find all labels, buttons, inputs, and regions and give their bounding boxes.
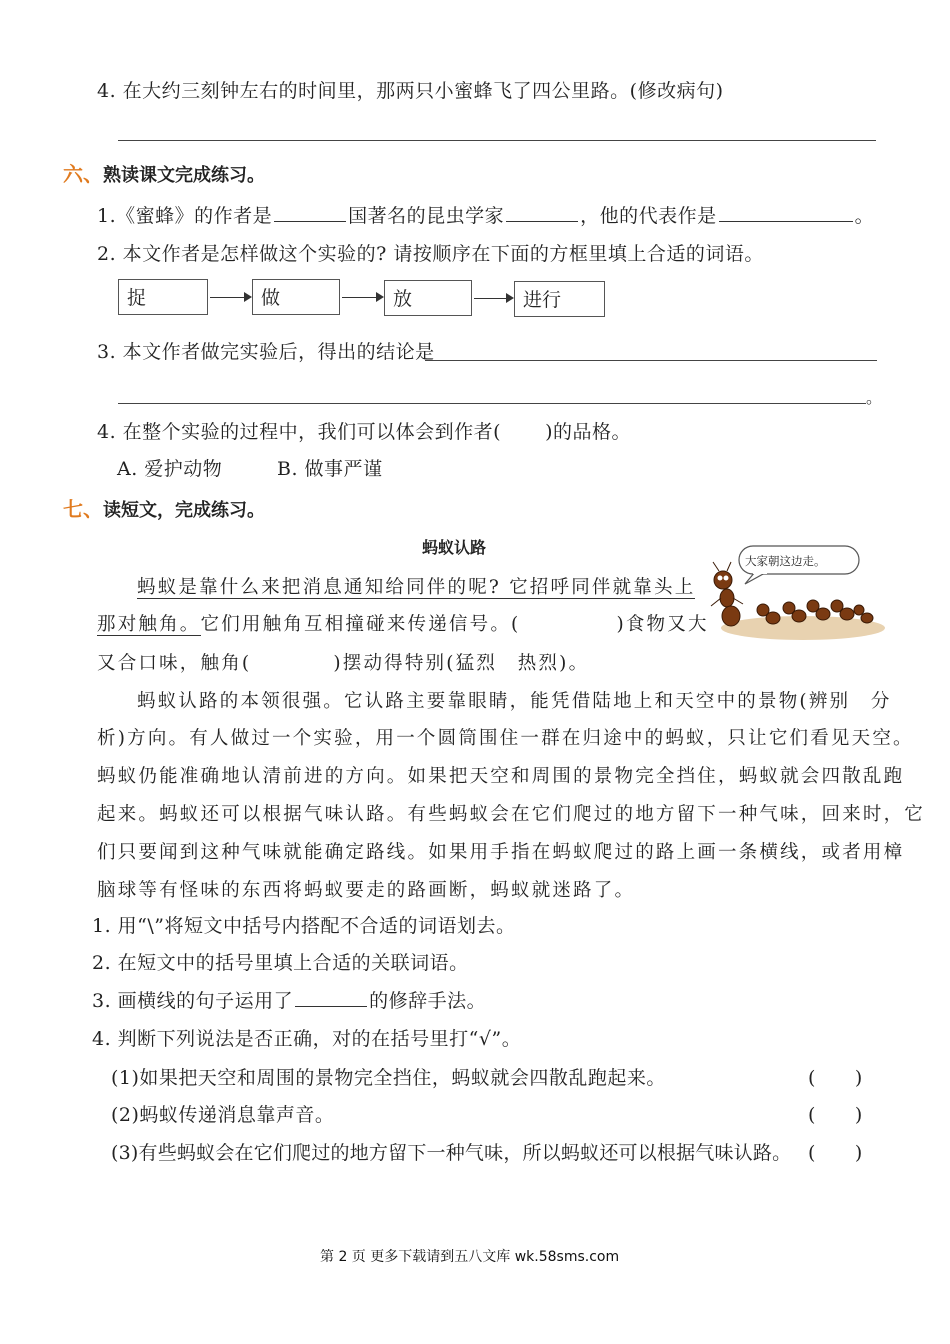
section-title: 熟读课文完成练习。 (103, 165, 265, 186)
blank[interactable] (274, 203, 346, 222)
section-number: 六、 (63, 162, 103, 186)
judge-item-2: (2)蚂蚁传递消息靠声音。 (111, 1104, 335, 1126)
period: 。 (866, 388, 883, 407)
s6-question-1 (97, 201, 874, 228)
blank[interactable] (506, 203, 578, 222)
arrow-icon (474, 298, 512, 299)
question-4-correct-sentence: 4. 在大约三刻钟左右的时间里，那两只小蜜蜂飞了四公里路。(修改病句) (97, 80, 724, 102)
p2-line-6: 脑球等有怪味的东西将蚂蚁要走的路画断，蚂蚁就迷路了。 (97, 880, 636, 901)
q1-text-b: 国著名的昆虫学家 (348, 205, 505, 227)
p1-line-1 (137, 573, 695, 599)
section-7-heading (63, 493, 265, 522)
p1-text: )食物又大 (616, 614, 709, 635)
p2-line-1: 蚂蚁认路的本领很强。它认路主要靠眼睛，能凭借陆地上和天空中的景物(辨别 分 (137, 691, 892, 712)
underlined-sentence: 那对触角。 (97, 614, 201, 635)
s7-question-4: 4. 判断下列说法是否正确，对的在括号里打“√”。 (92, 1028, 522, 1050)
p2-line-4: 起来。蚂蚁还可以根据气味认路。有些蚂蚁会在它们爬过的地方留下一种气味，回来时，它 (97, 804, 926, 825)
judge-bracket-2[interactable]: ( ) (808, 1104, 863, 1126)
q3-text-b: 的修辞手法。 (369, 990, 487, 1012)
q1-text-d: 。 (854, 205, 875, 227)
ants-illustration (693, 540, 885, 642)
q3-text-a: 3. 画横线的句子运用了 (92, 990, 294, 1012)
q4-text-b: )的品格。 (545, 421, 632, 443)
page-footer: 第 2 页 更多下载请到五八文库 wk.58sms.com (320, 1249, 620, 1265)
p1-line-2 (97, 610, 709, 636)
s7-question-2: 2. 在短文中的括号里填上合适的关联词语。 (92, 952, 469, 974)
option-a: A. 爱护动物 (117, 458, 223, 480)
p2-line-3: 蚂蚁仍能准确地认清前进的方向。如果把天空和周围的景物完全挡住，蚂蚁就会四散乱跑 (97, 766, 905, 787)
s7-question-3 (92, 986, 486, 1013)
s6-question-4 (97, 417, 631, 444)
option-b: B. 做事严谨 (277, 458, 383, 480)
article-title: 蚂蚁认路 (422, 538, 487, 557)
p2-line-2: 析)方向。有人做过一个实验，用一个圆筒围住一群在归途中的蚂蚁，只让它们看见天空。 (97, 728, 914, 749)
blank[interactable] (295, 988, 367, 1007)
section-6-heading (63, 158, 265, 187)
speech-bubble: 大家朝这边走。 (745, 554, 826, 568)
judge-bracket-3[interactable]: ( ) (808, 1142, 863, 1164)
p1-text: )摆动得特别(猛烈 热烈)。 (333, 653, 590, 674)
s7-question-1: 1. 用“\”将短文中括号内搭配不合适的词语划去。 (92, 915, 516, 937)
flow-box-do[interactable]: 做 (252, 279, 340, 315)
s6-question-3: 3. 本文作者做完实验后，得出的结论是 (97, 341, 435, 363)
p1-text: 它们用触角互相撞碰来传递信号。( (200, 614, 521, 635)
underlined-sentence: 蚂蚁是靠什么来把消息通知给同伴的呢? 它招呼同伴就靠头上 (137, 577, 696, 598)
judge-item-3: (3)有些蚂蚁会在它们爬过的地方留下一种气味，所以蚂蚁还可以根据气味认路。 (111, 1142, 792, 1164)
judge-item-1: (1)如果把天空和周围的景物完全挡住，蚂蚁就会四散乱跑起来。 (111, 1067, 666, 1089)
answer-line[interactable] (118, 403, 866, 404)
p1-line-3 (97, 649, 589, 675)
flow-box-conduct[interactable]: 进行 (514, 281, 605, 317)
q1-text-c: ，他的代表作是 (580, 205, 717, 227)
blank[interactable] (719, 203, 853, 222)
p1-text: 又合口味，触角( (97, 653, 252, 674)
answer-line (118, 140, 876, 141)
arrow-icon (210, 297, 250, 298)
answer-line[interactable] (425, 360, 877, 361)
s6-question-2: 2. 本文作者是怎样做这个实验的? 请按顺序在下面的方框里填上合适的词语。 (97, 243, 764, 265)
p2-line-5: 们只要闻到这种气味就能确定路线。如果用手指在蚂蚁爬过的路上画一条横线，或者用樟 (97, 842, 905, 863)
q1-text-a: 1.《蜜蜂》的作者是 (97, 205, 273, 227)
section-number: 七、 (63, 497, 103, 521)
flow-box-catch[interactable]: 捉 (118, 279, 208, 315)
judge-bracket-1[interactable]: ( ) (808, 1067, 863, 1089)
flow-box-release[interactable]: 放 (384, 280, 472, 316)
q4-text-a: 4. 在整个实验的过程中，我们可以体会到作者( (97, 421, 502, 443)
section-title: 读短文，完成练习。 (103, 500, 265, 521)
arrow-icon (342, 297, 382, 298)
